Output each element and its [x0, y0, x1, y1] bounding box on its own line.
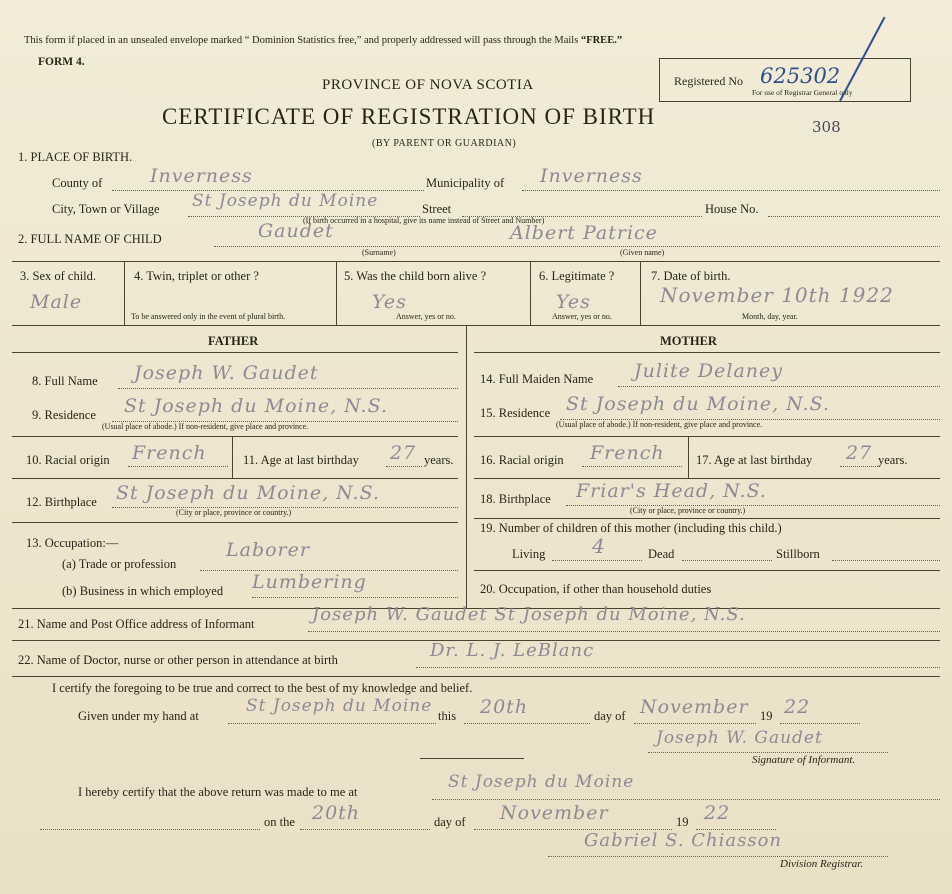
mother-birthplace-label: 18. Birthplace	[480, 492, 551, 506]
day-of-label: day of	[594, 709, 626, 723]
father-occupation-label: 13. Occupation:—	[26, 536, 119, 550]
father-residence-note: (Usual place of abode.) If non-resident, give place and province.	[102, 422, 309, 431]
return-day-line	[300, 829, 430, 830]
legit-note: Answer, yes or no.	[552, 312, 612, 321]
doctor-label: 22. Name of Doctor, nurse or other person in attendance at birth	[18, 653, 338, 667]
mail-notice-text: This form if placed in an unsealed envelope marked “ Dominion Statistics free,” and properly addressed will pass through the Mails	[24, 35, 579, 46]
mother-age-line	[840, 466, 880, 467]
mother-birthplace-line	[566, 505, 940, 506]
mother-rule-3	[474, 518, 940, 519]
return-month-value: November	[500, 802, 609, 824]
child-name-label: 2. FULL NAME OF CHILD	[18, 232, 162, 246]
place-of-birth-heading: 1. PLACE OF BIRTH.	[18, 150, 133, 164]
father-head-rule	[12, 352, 458, 353]
father-name-label: 8. Full Name	[32, 374, 98, 388]
father-rule-3	[12, 522, 458, 523]
given-year-prefix: 19	[760, 709, 773, 723]
father-birthplace-note: (City or place, province or country.)	[176, 508, 292, 517]
registered-label: Registered No	[674, 74, 743, 88]
father-years: years.	[424, 453, 454, 467]
mother-birthplace-note: (City or place, province or country.)	[630, 506, 746, 515]
father-business-value: Lumbering	[252, 571, 367, 593]
form-number: FORM 4.	[38, 56, 85, 68]
registrar-use-note: For use of Registrar General only	[752, 88, 853, 97]
dob-note: Month, day, year.	[742, 312, 798, 321]
municipality-label: Municipality of	[426, 176, 505, 190]
return-day-value: 20th	[312, 802, 361, 824]
father-rule-1	[12, 436, 458, 437]
father-residence-value: St Joseph du Moine, N.S.	[124, 395, 388, 417]
mother-name-line	[618, 386, 940, 387]
page-title: CERTIFICATE OF REGISTRATION OF BIRTH	[162, 104, 656, 129]
informant-value: Joseph W. Gaudet St Joseph du Moine, N.S.	[312, 604, 746, 625]
mail-notice-free: “FREE.”	[580, 35, 623, 46]
page-subtitle: (BY PARENT OR GUARDIAN)	[372, 138, 517, 149]
mother-racial-line	[582, 466, 682, 467]
return-label: I hereby certify that the above return was made to me at	[78, 785, 358, 799]
surname-caption: (Surname)	[362, 248, 396, 257]
father-age-value: 27	[390, 442, 417, 464]
divider-6	[640, 261, 641, 325]
father-age-divider	[232, 436, 233, 478]
municipality-line	[522, 190, 940, 191]
twin-label: 4. Twin, triplet or other ?	[134, 269, 259, 283]
mother-years: years.	[878, 453, 908, 467]
alive-label: 5. Was the child born alive ?	[344, 269, 487, 283]
father-residence-label: 9. Residence	[32, 408, 96, 422]
mother-living-label: Living	[512, 547, 546, 561]
rule-row3-bottom	[12, 325, 940, 326]
mother-dead-line	[682, 560, 772, 561]
house-label: House No.	[705, 202, 759, 216]
rule-cert-top	[12, 676, 940, 677]
father-birthplace-label: 12. Birthplace	[26, 495, 97, 509]
mother-racial-label: 16. Racial origin	[480, 453, 564, 467]
stamp-number: 308	[812, 118, 841, 136]
hospital-note: (If birth occurred in a hospital, give its name instead of Street and Number)	[303, 216, 545, 225]
given-label: Given under my hand at	[78, 709, 199, 723]
province-heading: PROVINCE OF NOVA SCOTIA	[322, 77, 534, 93]
city-label: City, Town or Village	[52, 202, 160, 216]
mother-stillborn-line	[832, 560, 940, 561]
father-racial-line	[128, 466, 228, 467]
city-value: St Joseph du Moine	[192, 191, 379, 211]
father-trade-value: Laborer	[226, 539, 310, 561]
mother-residence-note: (Usual place of abode.) If non-resident, give place and province.	[556, 420, 763, 429]
child-surname-value: Gaudet	[258, 220, 334, 242]
separator-rule	[420, 758, 524, 759]
mother-dead-label: Dead	[648, 547, 675, 561]
child-name-line	[214, 246, 940, 247]
street-label: Street	[422, 202, 452, 216]
mother-rule-4	[474, 570, 940, 571]
father-business-label: (b) Business in which employed	[62, 584, 224, 598]
father-heading: FATHER	[208, 334, 259, 348]
return-year-value: 22	[704, 802, 731, 824]
parents-divider	[466, 325, 467, 608]
return-place-value: St Joseph du Moine	[448, 772, 635, 792]
this-label: this	[438, 709, 457, 723]
mother-name-label: 14. Full Maiden Name	[480, 372, 594, 386]
registered-number: 625302	[760, 64, 841, 88]
given-day-value: 20th	[480, 696, 529, 718]
mother-racial-value: French	[590, 442, 665, 464]
registrar-caption: Division Registrar.	[780, 858, 864, 870]
registrar-signature: Gabriel S. Chiasson	[584, 830, 783, 851]
given-year-line	[780, 723, 860, 724]
sex-label: 3. Sex of child.	[20, 269, 97, 283]
father-racial-label: 10. Racial origin	[26, 453, 110, 467]
mother-age-divider	[688, 436, 689, 478]
legit-label: 6. Legitimate ?	[539, 269, 615, 283]
twin-note: To be answered only in the event of plural birth.	[131, 312, 286, 321]
mother-rule-2	[474, 478, 940, 479]
mother-birthplace-value: Friar's Head, N.S.	[576, 480, 767, 502]
dob-label: 7. Date of birth.	[651, 269, 731, 283]
return-leading-line	[40, 829, 260, 830]
dob-value: November 10th 1922	[660, 283, 894, 307]
mail-notice	[24, 35, 622, 46]
given-year-value: 22	[784, 696, 811, 718]
certify-text: I certify the foregoing to be true and correct to the best of my knowledge and belief.	[52, 681, 473, 695]
legit-value: Yes	[556, 291, 591, 313]
mother-age-value: 27	[846, 442, 873, 464]
father-age-line	[386, 466, 422, 467]
father-name-value: Joseph W. Gaudet	[134, 362, 319, 384]
mother-stillborn-label: Stillborn	[776, 547, 820, 561]
mother-heading: MOTHER	[660, 334, 717, 348]
given-month-value: November	[640, 696, 749, 718]
divider-4	[336, 261, 337, 325]
informant-signature-line	[648, 752, 888, 753]
given-place-value: St Joseph du Moine	[246, 696, 433, 716]
return-year-prefix: 19	[676, 815, 689, 829]
house-line	[768, 216, 940, 217]
on-the-label: on the	[264, 815, 295, 829]
doctor-line	[416, 667, 940, 668]
return-place-line	[432, 799, 940, 800]
father-birthplace-value: St Joseph du Moine, N.S.	[116, 482, 380, 504]
mother-name-value: Julite Delaney	[634, 360, 784, 382]
municipality-value: Inverness	[540, 165, 643, 187]
sex-value: Male	[30, 291, 83, 313]
doctor-value: Dr. L. J. LeBlanc	[430, 640, 595, 661]
given-month-line	[634, 723, 756, 724]
informant-label: 21. Name and Post Office address of Informant	[18, 617, 255, 631]
father-name-line	[118, 388, 458, 389]
divider-5	[530, 261, 531, 325]
mother-children-label: 19. Number of children of this mother (including this child.)	[480, 521, 782, 535]
father-trade-label: (a) Trade or profession	[62, 557, 177, 571]
informant-line	[308, 631, 940, 632]
rule-row3-top	[12, 261, 940, 262]
mother-age-label: 17. Age at last birthday	[696, 453, 813, 467]
father-business-line	[252, 597, 458, 598]
mother-rule-1	[474, 436, 940, 437]
registrar-signature-line	[548, 856, 888, 857]
county-value: Inverness	[150, 165, 253, 187]
county-label: County of	[52, 176, 103, 190]
return-day-of-label: day of	[434, 815, 466, 829]
mother-living-line	[552, 560, 642, 561]
alive-value: Yes	[372, 291, 407, 313]
given-day-line	[464, 723, 590, 724]
child-given-value: Albert Patrice	[510, 222, 658, 244]
divider-3	[124, 261, 125, 325]
father-age-label: 11. Age at last birthday	[243, 453, 359, 467]
father-rule-2	[12, 478, 458, 479]
informant-caption: Signature of Informant.	[752, 754, 856, 766]
mother-occupation-label: 20. Occupation, if other than household duties	[480, 582, 712, 596]
father-racial-value: French	[132, 442, 207, 464]
mother-residence-value: St Joseph du Moine, N.S.	[566, 393, 830, 415]
mother-head-rule	[474, 352, 940, 353]
mother-residence-label: 15. Residence	[480, 406, 551, 420]
mother-living-value: 4	[592, 534, 606, 558]
given-place-line	[228, 723, 436, 724]
alive-note: Answer, yes or no.	[396, 312, 456, 321]
given-caption: (Given name)	[620, 248, 665, 257]
informant-signature: Joseph W. Gaudet	[656, 728, 823, 748]
